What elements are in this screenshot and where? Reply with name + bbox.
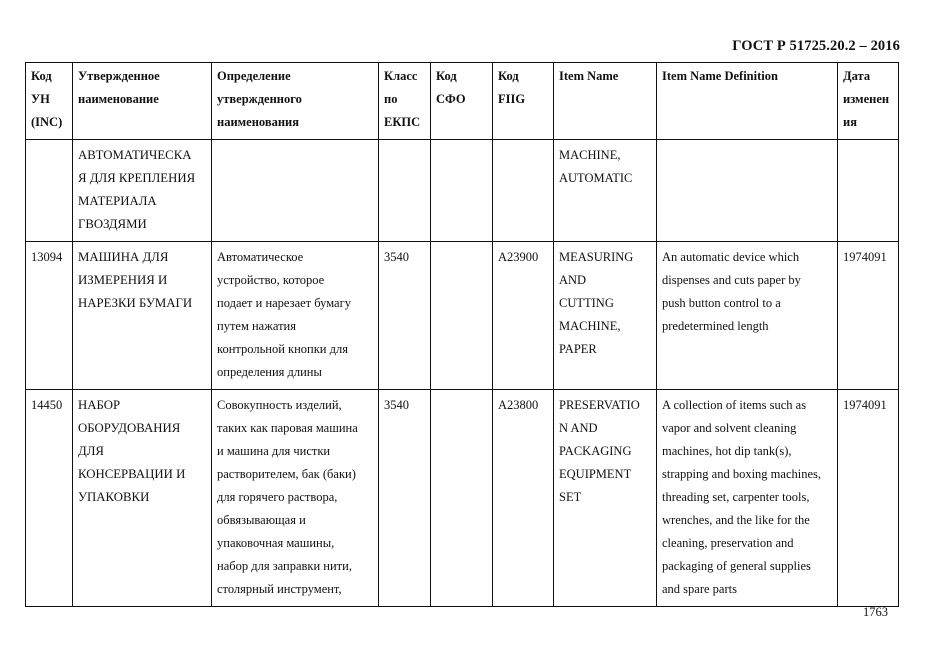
cell-line: СФО: [436, 92, 466, 106]
cell-line: EQUIPMENT: [559, 467, 632, 481]
cell-line: MACHINE,: [559, 148, 621, 162]
cell-line: dispenses and cuts paper by: [662, 273, 801, 287]
cell-fiig-code: [493, 140, 554, 242]
cell-line: Код: [436, 69, 457, 83]
cell-sfo-code: [431, 140, 493, 242]
cell-line: НАРЕЗКИ БУМАГИ: [78, 296, 193, 310]
cell-line: Совокупность изделий,: [217, 398, 342, 412]
cell-line: подает и нарезает бумагу: [217, 296, 351, 310]
page-number: 1763: [863, 605, 888, 619]
cell-line: Автоматическое: [217, 250, 304, 264]
cell-change-date: 1974091: [838, 242, 899, 390]
cell-line: ЕКПС: [384, 115, 421, 129]
header-ekps-class: [379, 63, 431, 140]
cell-line: упаковочная машины,: [217, 536, 335, 550]
cell-line: МАТЕРИАЛА: [78, 194, 157, 208]
cell-line: and spare parts: [662, 582, 737, 596]
cell-line: утвержденного: [217, 92, 302, 106]
header-fiig-code: [493, 63, 554, 140]
cell-sfo-code: [431, 242, 493, 390]
cell-line: threading set, carpenter tools,: [662, 490, 810, 504]
cell-line: SET: [559, 490, 582, 504]
cell-definition-ru: [212, 242, 379, 390]
cell-line: vapor and solvent cleaning: [662, 421, 797, 435]
cell-line: (INC): [31, 115, 63, 129]
cell-line: Код: [498, 69, 519, 83]
catalog-table: [25, 62, 899, 607]
cell-line: путем нажатия: [217, 319, 296, 333]
cell-item-name: [554, 390, 657, 607]
cell-line: ия: [843, 115, 857, 129]
cell-line: ДЛЯ: [78, 444, 104, 458]
table-row: [26, 140, 899, 242]
cell-line: МАШИНА ДЛЯ: [78, 250, 169, 264]
cell-definition-ru: [212, 390, 379, 607]
cell-line: УПАКОВКИ: [78, 490, 150, 504]
cell-line: strapping and boxing machines,: [662, 467, 821, 481]
cell-line: MACHINE,: [559, 319, 621, 333]
cell-line: и машина для чистки: [217, 444, 331, 458]
cell-approved-name: [73, 242, 212, 390]
header-item-name-definition: [657, 63, 838, 140]
cell-line: Класс: [384, 69, 418, 83]
document-standard-title: ГОСТ Р 51725.20.2 – 2016: [732, 38, 900, 54]
table-header-row: [26, 63, 899, 140]
cell-line: FIIG: [498, 92, 526, 106]
cell-item-name-definition: [657, 390, 838, 607]
cell-line: УН: [31, 92, 50, 106]
cell-line: таких как паровая машина: [217, 421, 358, 435]
header-definition-ru: [212, 63, 379, 140]
header-change-date: [838, 63, 899, 140]
cell-inc: 13094: [26, 242, 73, 390]
cell-line: Item Name: [559, 69, 619, 83]
cell-definition-ru: [212, 140, 379, 242]
cell-approved-name: [73, 390, 212, 607]
cell-line: PACKAGING: [559, 444, 632, 458]
cell-line: PRESERVATIO: [559, 398, 640, 412]
cell-line: КОНСЕРВАЦИИ И: [78, 467, 186, 481]
cell-line: определения длины: [217, 365, 322, 379]
cell-line: растворителем, бак (баки): [217, 467, 356, 481]
cell-line: столярный инструмент,: [217, 582, 342, 596]
cell-line: push button control to a: [662, 296, 781, 310]
cell-line: ИЗМЕРЕНИЯ И: [78, 273, 168, 287]
cell-ekps-class: 3540: [379, 390, 431, 607]
cell-sfo-code: [431, 390, 493, 607]
table-row: [26, 390, 899, 607]
cell-line: AUTOMATIC: [559, 171, 633, 185]
cell-line: для горячего раствора,: [217, 490, 338, 504]
cell-line: по: [384, 92, 398, 106]
cell-item-name-definition: [657, 140, 838, 242]
cell-line: наименование: [78, 92, 159, 106]
cell-line: изменен: [843, 92, 890, 106]
cell-line: обвязывающая и: [217, 513, 306, 527]
cell-line: cleaning, preservation and: [662, 536, 794, 550]
cell-line: Код: [31, 69, 52, 83]
cell-line: Утвержденное: [78, 69, 160, 83]
cell-line: наименования: [217, 115, 300, 129]
cell-ekps-class: [379, 140, 431, 242]
cell-change-date: [838, 140, 899, 242]
header-approved-name: [73, 63, 212, 140]
cell-line: PAPER: [559, 342, 597, 356]
cell-item-name: [554, 242, 657, 390]
cell-item-name: [554, 140, 657, 242]
cell-fiig-code: A23800: [493, 390, 554, 607]
cell-approved-name: [73, 140, 212, 242]
cell-line: machines, hot dip tank(s),: [662, 444, 792, 458]
cell-line: Определение: [217, 69, 291, 83]
cell-line: N AND: [559, 421, 598, 435]
cell-line: packaging of general supplies: [662, 559, 811, 573]
header-sfo-code: [431, 63, 493, 140]
cell-line: АВТОМАТИЧЕСКА: [78, 148, 192, 162]
cell-line: Дата: [843, 69, 871, 83]
cell-line: predetermined length: [662, 319, 769, 333]
cell-line: Я ДЛЯ КРЕПЛЕНИЯ: [78, 171, 196, 185]
cell-line: A collection of items such as: [662, 398, 807, 412]
cell-inc: 14450: [26, 390, 73, 607]
cell-line: An automatic device which: [662, 250, 800, 264]
cell-line: контрольной кнопки для: [217, 342, 348, 356]
cell-change-date: 1974091: [838, 390, 899, 607]
cell-line: AND: [559, 273, 587, 287]
cell-line: набор для заправки нити,: [217, 559, 352, 573]
cell-ekps-class: 3540: [379, 242, 431, 390]
cell-line: wrenches, and the like for the: [662, 513, 810, 527]
cell-item-name-definition: [657, 242, 838, 390]
cell-line: НАБОР: [78, 398, 121, 412]
cell-line: ОБОРУДОВАНИЯ: [78, 421, 181, 435]
cell-line: ГВОЗДЯМИ: [78, 217, 147, 231]
cell-line: MEASURING: [559, 250, 634, 264]
header-item-name: [554, 63, 657, 140]
header-inc: [26, 63, 73, 140]
cell-line: CUTTING: [559, 296, 614, 310]
cell-fiig-code: A23900: [493, 242, 554, 390]
cell-line: Item Name Definition: [662, 69, 778, 83]
cell-line: устройство, которое: [217, 273, 325, 287]
cell-inc: [26, 140, 73, 242]
table-row: [26, 242, 899, 390]
